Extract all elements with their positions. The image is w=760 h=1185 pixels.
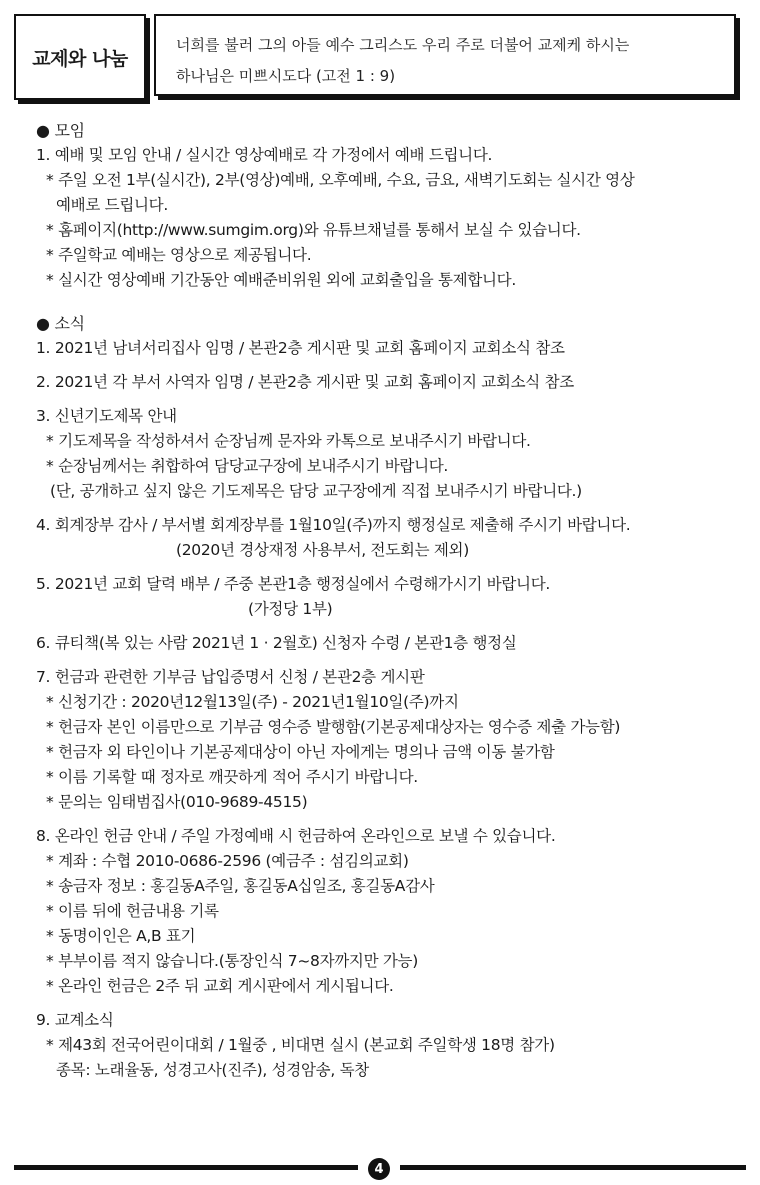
news-subitem: * 헌금자 외 타인이나 기본공제대상이 아닌 자에게는 명의나 금액 이동 불가함 xyxy=(46,743,555,761)
news-item: 7. 헌금과 관련한 기부금 납입증명서 신청 / 본관2층 게시판 xyxy=(36,668,425,686)
news-subitem: (2020년 경상재정 사용부서, 전도회는 제외) xyxy=(176,541,469,559)
news-subitem: 종목: 노래율동, 성경고사(진주), 성경암송, 독창 xyxy=(56,1061,369,1079)
meetings-line: * 주일학교 예배는 영상으로 제공됩니다. xyxy=(46,246,312,264)
meetings-line: * 주일 오전 1부(실시간), 2부(영상)예배, 오후예배, 수요, 금요, 새벽기도회는 실시간 영상 xyxy=(46,171,635,189)
news-heading: ● 소식 xyxy=(36,314,85,333)
news-subitem: * 온라인 헌금은 2주 뒤 교회 게시판에서 게시됩니다. xyxy=(46,977,394,995)
news-subitem: * 이름 뒤에 헌금내용 기록 xyxy=(46,902,219,920)
news-subitem: * 이름 기록할 때 정자로 깨끗하게 적어 주시기 바랍니다. xyxy=(46,768,418,786)
header xyxy=(14,14,746,100)
news-subitem: * 동명이인은 A,B 표기 xyxy=(46,927,196,945)
news-subitem: * 헌금자 본인 이름만으로 기부금 영수증 발행함(기본공제대상자는 영수증 제출 가능함) xyxy=(46,718,621,736)
news-item: 3. 신년기도제목 안내 xyxy=(36,407,177,425)
news-subitem: (단, 공개하고 싶지 않은 기도제목은 담당 교구장에게 직접 보내주시기 바랍니다.) xyxy=(50,482,582,500)
news-subitem: * 계좌 : 수협 2010-0686-2596 (예금주 : 섬김의교회) xyxy=(46,852,409,870)
meetings-heading: ● 모임 xyxy=(36,121,85,140)
news-item: 8. 온라인 헌금 안내 / 주일 가정예배 시 헌금하여 온라인으로 보낼 수 있습니다. xyxy=(36,827,556,845)
news-subitem: * 부부이름 적지 않습니다.(통장인식 7~8자까지만 가능) xyxy=(46,952,418,970)
footer-rule xyxy=(400,1165,746,1170)
news-subitem: * 기도제목을 작성하셔서 순장님께 문자와 카톡으로 보내주시기 바랍니다. xyxy=(46,432,531,450)
news-subitem: * 제43회 전국어린이대회 / 1월중 , 비대면 실시 (본교회 주일학생 18명 참가) xyxy=(46,1036,555,1054)
bible-verse-box xyxy=(154,14,736,96)
meetings-line: * 홈페이지(http://www.sumgim.org)와 유튜브채널를 통해서 보실 수 있습니다. xyxy=(46,221,581,239)
news-item: 6. 큐티책(복 있는 사람 2021년 1 · 2월호) 신청자 수령 / 본관1층 행정실 xyxy=(36,634,517,652)
news-item: 9. 교계소식 xyxy=(36,1011,114,1029)
meetings-line: 예배로 드립니다. xyxy=(56,196,168,214)
section-title: 교제와 나눔 xyxy=(14,14,146,100)
news-subitem: * 문의는 임태범집사(010-9689-4515) xyxy=(46,793,308,811)
verse-line: 하나님은 미쁘시도다 (고전 1 : 9) xyxy=(176,67,396,85)
footer-rule xyxy=(14,1165,358,1170)
news-item: 4. 회계장부 감사 / 부서별 회계장부를 1월10일(주)까지 행정실로 제출해 주시기 바랍니다. xyxy=(36,516,631,534)
news-subitem: * 순장님께서는 취합하여 담당교구장에 보내주시기 바랍니다. xyxy=(46,457,449,475)
news-item: 5. 2021년 교회 달력 배부 / 주중 본관1층 행정실에서 수령해가시기 바랍니다. xyxy=(36,575,550,593)
news-subitem: (가정당 1부) xyxy=(248,600,333,618)
page-number: 4 xyxy=(368,1158,390,1180)
news-subitem: * 송금자 정보 : 홍길동A주일, 홍길동A십일조, 홍길동A감사 xyxy=(46,877,435,895)
page-footer xyxy=(14,1158,746,1180)
meetings-line: 1. 예배 및 모임 안내 / 실시간 영상예배로 각 가정에서 예배 드립니다. xyxy=(36,146,493,164)
meetings-line: * 실시간 영상예배 기간동안 예배준비위원 외에 교회출입을 통제합니다. xyxy=(46,271,516,289)
news-item: 2. 2021년 각 부서 사역자 임명 / 본관2층 게시판 및 교회 홈페이지 교회소식 참조 xyxy=(36,373,574,391)
bulletin-content xyxy=(36,118,736,1083)
news-subitem: * 신청기간 : 2020년12월13일(주) - 2021년1월10일(주)까지 xyxy=(46,693,459,711)
verse-line: 너희를 불러 그의 아들 예수 그리스도 우리 주로 더불어 교제케 하시는 xyxy=(176,36,630,54)
news-item: 1. 2021년 남녀서리집사 임명 / 본관2층 게시판 및 교회 홈페이지 교회소식 참조 xyxy=(36,339,565,357)
